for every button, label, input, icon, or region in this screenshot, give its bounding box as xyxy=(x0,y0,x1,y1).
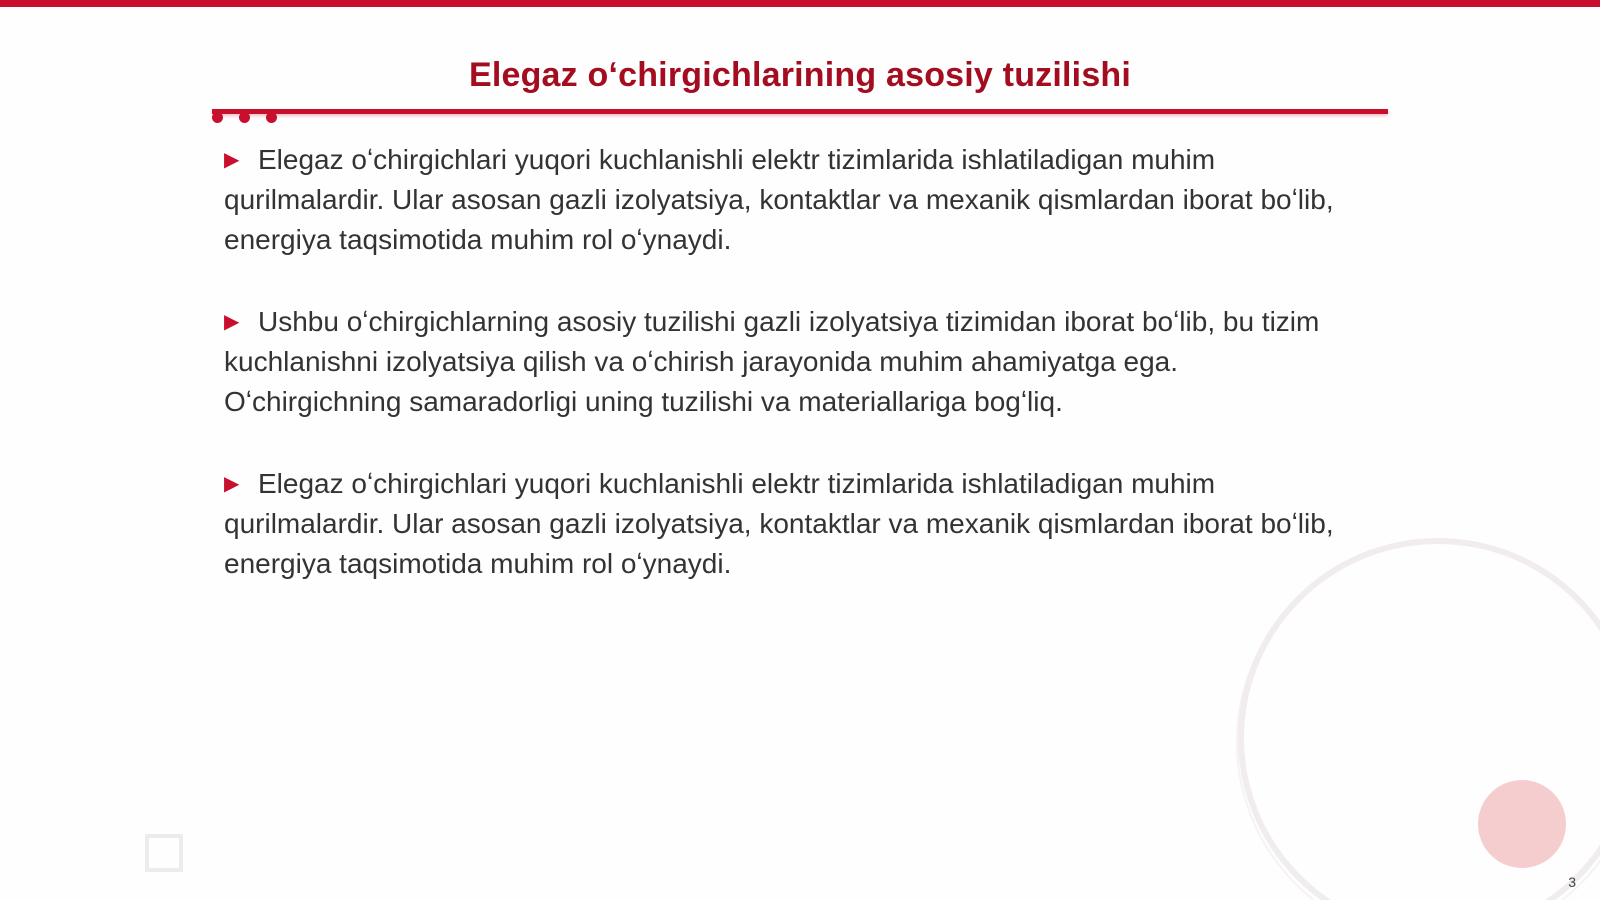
bullet-paragraph xyxy=(224,140,1354,260)
bullet-paragraph xyxy=(224,464,1354,584)
paragraph-text: Elegaz oʻchirgichlari yuqori kuchlanishli elektr tizimlarida ishlatiladigan muhim qurilmalardir. Ular asosan gazli izolyatsiya, kontaktlar va mexanik qismlardan iborat boʻlib, energiya taqsimotida muhim rol oʻynaydi. xyxy=(224,144,1334,255)
decorative-circle xyxy=(1478,780,1566,868)
slide-body xyxy=(224,140,1354,626)
bullet-arrow-icon: ▶ xyxy=(224,311,240,333)
bullet-arrow-icon: ▶ xyxy=(224,473,240,495)
decorative-square xyxy=(145,834,183,872)
paragraph-text: Elegaz oʻchirgichlari yuqori kuchlanishli elektr tizimlarida ishlatiladigan muhim qurilmalardir. Ular asosan gazli izolyatsiya, kontaktlar va mexanik qismlardan iborat boʻlib, energiya taqsimotida muhim rol oʻynaydi. xyxy=(224,468,1334,579)
slide-title: Elegaz oʻchirgichlarining asosiy tuzilishi xyxy=(468,56,1132,94)
bullet-arrow-icon: ▶ xyxy=(224,149,240,171)
decorative-dot xyxy=(266,112,277,123)
paragraph-text: Ushbu oʻchirgichlarning asosiy tuzilishi gazli izolyatsiya tizimidan iborat boʻlib, bu tizim kuchlanishni izolyatsiya qilish va oʻchirish jarayonida muhim ahamiyatga ega. Oʻchirgichning samaradorligi uning tuzilishi va materiallariga bogʻliq. xyxy=(224,306,1320,417)
decorative-dot xyxy=(239,112,250,123)
page-number: 3 xyxy=(1568,874,1576,890)
title-underline xyxy=(212,109,1388,114)
bullet-paragraph xyxy=(224,302,1354,422)
top-accent-bar xyxy=(0,0,1600,7)
decorative-dot xyxy=(212,112,223,123)
